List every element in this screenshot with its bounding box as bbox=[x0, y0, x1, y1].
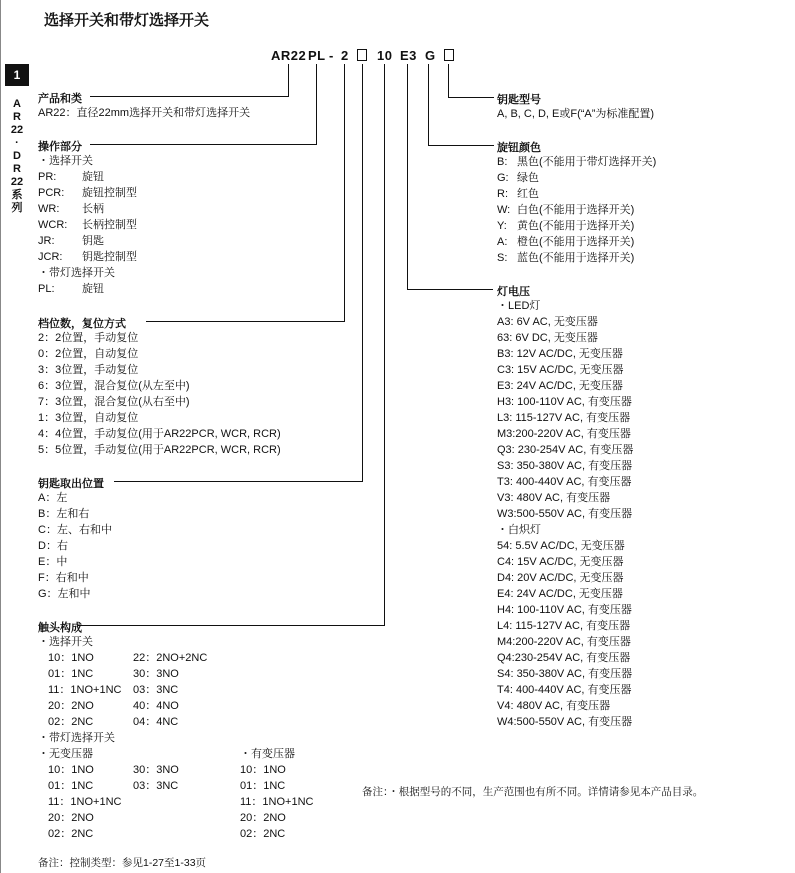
led-voltage-item: 63: 6V DC, 无变压器 bbox=[497, 332, 598, 344]
contact-item: 20：2NO bbox=[48, 812, 94, 824]
contact-item: 01：1NC bbox=[48, 668, 94, 680]
led-voltage-item: M3:200-220V AC, 有变压器 bbox=[497, 428, 631, 440]
knob-color-label: 黑色(不能用于带灯选择开关) bbox=[517, 156, 657, 168]
chapter-tab-char: A bbox=[13, 98, 21, 110]
incandescent-voltage-item: H4: 100-110V AC, 有变压器 bbox=[497, 604, 632, 616]
operation-group-selector: ・选择开关 bbox=[38, 155, 93, 167]
operation-label: 长柄 bbox=[82, 203, 104, 215]
operation-group-illuminated: ・带灯选择开关 bbox=[38, 267, 115, 279]
incandescent-voltage-item: L4: 115-127V AC, 有变压器 bbox=[497, 620, 631, 632]
led-voltage-item: H3: 100-110V AC, 有变压器 bbox=[497, 396, 632, 408]
note-right: 备注：・根据型号的不同，生产范围也有所不同。详情请参见本产品目录。 bbox=[362, 786, 704, 798]
led-voltage-item: T3: 400-440V AC, 有变压器 bbox=[497, 476, 632, 488]
key-removal-item: B：左和右 bbox=[38, 508, 90, 520]
contact-item: 11：1NO+1NC bbox=[240, 796, 314, 808]
incandescent-voltage-item: T4: 400-440V AC, 有变压器 bbox=[497, 684, 632, 696]
contact-item: 02：2NC bbox=[48, 716, 94, 728]
contact-item: 30：3NO bbox=[133, 764, 179, 776]
code-operator: PL bbox=[308, 48, 326, 63]
chapter-tab-char: R bbox=[13, 163, 21, 175]
operation-code: WCR: bbox=[38, 219, 68, 231]
contact-item: 10：1NO bbox=[240, 764, 286, 776]
code-keymodel-box bbox=[444, 49, 454, 61]
operation-heading: 操作部分 bbox=[38, 141, 82, 153]
operation-code: PL: bbox=[38, 283, 55, 295]
lamp-group-led: ・LED灯 bbox=[497, 300, 541, 312]
incandescent-voltage-item: C4: 15V AC/DC, 无变压器 bbox=[497, 556, 624, 568]
led-voltage-item: V3: 480V AC, 有变压器 bbox=[497, 492, 611, 504]
led-voltage-item: Q3: 230-254V AC, 有变压器 bbox=[497, 444, 634, 456]
led-voltage-item: E3: 24V AC/DC, 无变压器 bbox=[497, 380, 623, 392]
contacts-heading: 触头构成 bbox=[38, 622, 82, 634]
code-positions: 2 bbox=[341, 48, 349, 63]
operation-label: 钥匙控制型 bbox=[82, 251, 137, 263]
contact-item: 01：1NC bbox=[48, 780, 94, 792]
knob-color-label: 绿色 bbox=[517, 172, 539, 184]
contact-item: 03：3NC bbox=[133, 780, 179, 792]
contact-item: 20：2NO bbox=[240, 812, 286, 824]
chapter-tab-char: 系 bbox=[11, 189, 23, 201]
operation-label: 钥匙 bbox=[82, 235, 104, 247]
incandescent-voltage-item: V4: 480V AC, 有变压器 bbox=[497, 700, 611, 712]
led-voltage-item: C3: 15V AC/DC, 无变压器 bbox=[497, 364, 624, 376]
position-item: 6：3位置，混合复位(从左至中) bbox=[38, 380, 190, 392]
position-item: 1：3位置，自动复位 bbox=[38, 412, 139, 424]
key-removal-item: D：右 bbox=[38, 540, 68, 552]
contact-item: 10：1NO bbox=[48, 764, 94, 776]
knob-color-code: A: bbox=[497, 236, 508, 248]
product-desc: AR22：直径22mm选择开关和带灯选择开关 bbox=[38, 107, 251, 119]
knob-color-code: Y: bbox=[497, 220, 507, 232]
position-item: 5：5位置，手动复位(用于AR22PCR, WCR, RCR) bbox=[38, 444, 281, 456]
position-item: 2：2位置，手动复位 bbox=[38, 332, 139, 344]
knob-color-label: 白色(不能用于选择开关) bbox=[517, 204, 635, 216]
operation-label: 旋钮控制型 bbox=[82, 187, 137, 199]
contact-item: 11：1NO+1NC bbox=[48, 684, 122, 696]
incandescent-voltage-item: Q4:230-254V AC, 有变压器 bbox=[497, 652, 631, 664]
chapter-tab-label bbox=[8, 98, 26, 215]
key-removal-item: C：左、右和中 bbox=[38, 524, 112, 536]
key-removal-item: A：左 bbox=[38, 492, 68, 504]
knob-color-code: W: bbox=[497, 204, 511, 216]
chapter-tab-char: R bbox=[13, 111, 21, 123]
operation-label: 旋钮 bbox=[82, 283, 104, 295]
operation-code: WR: bbox=[38, 203, 60, 215]
knob-color-label: 红色 bbox=[517, 188, 539, 200]
contact-item: 04：4NC bbox=[133, 716, 179, 728]
incandescent-voltage-item: E4: 24V AC/DC, 无变压器 bbox=[497, 588, 623, 600]
operation-code: JCR: bbox=[38, 251, 63, 263]
chapter-tab-char: 22 bbox=[10, 176, 24, 188]
key-removal-item: F：右和中 bbox=[38, 572, 89, 584]
key-removal-item: G：左和中 bbox=[38, 588, 91, 600]
contact-item: 02：2NC bbox=[240, 828, 286, 840]
operation-code: PCR: bbox=[38, 187, 65, 199]
contacts-group-selector: ・选择开关 bbox=[38, 636, 93, 648]
contact-item: 01：1NC bbox=[240, 780, 286, 792]
contact-item: 20：2NO bbox=[48, 700, 94, 712]
code-series: AR22 bbox=[271, 48, 307, 63]
lamp-voltage-heading: 灯电压 bbox=[497, 286, 530, 298]
led-voltage-item: W3:500-550V AC, 有变压器 bbox=[497, 508, 633, 520]
incandescent-voltage-item: M4:200-220V AC, 有变压器 bbox=[497, 636, 631, 648]
knob-color-label: 橙色(不能用于选择开关) bbox=[517, 236, 635, 248]
chapter-tab-char: 22 bbox=[10, 124, 24, 136]
product-heading: 产品和类 bbox=[38, 93, 82, 105]
led-voltage-item: A3: 6V AC, 无变压器 bbox=[497, 316, 598, 328]
knob-color-code: G: bbox=[497, 172, 509, 184]
chapter-tab-number: 1 bbox=[5, 64, 29, 86]
contact-item: 40：4NO bbox=[133, 700, 179, 712]
page-title: 选择开关和带灯选择开关 bbox=[44, 12, 210, 29]
incandescent-voltage-item: S4: 350-380V AC, 有变压器 bbox=[497, 668, 633, 680]
incandescent-voltage-item: W4:500-550V AC, 有变压器 bbox=[497, 716, 633, 728]
operation-label: 长柄控制型 bbox=[82, 219, 137, 231]
position-item: 7：3位置，混合复位(从右至中) bbox=[38, 396, 190, 408]
chapter-tab-char: · bbox=[15, 137, 19, 149]
contact-item: 02：2NC bbox=[48, 828, 94, 840]
operation-code: JR: bbox=[38, 235, 55, 247]
contacts-sub-no-transformer: ・无变压器 bbox=[38, 748, 93, 760]
key-removal-heading: 钥匙取出位置 bbox=[38, 478, 104, 490]
lamp-group-incandescent: ・白炽灯 bbox=[497, 524, 541, 536]
code-color: G bbox=[425, 48, 436, 63]
knob-color-heading: 旋钮颜色 bbox=[497, 142, 541, 154]
knob-color-label: 蓝色(不能用于选择开关) bbox=[517, 252, 635, 264]
contacts-group-illuminated: ・带灯选择开关 bbox=[38, 732, 115, 744]
operation-label: 旋钮 bbox=[82, 171, 104, 183]
note-bottom: 备注：控制类型：参见1-27至1-33页 bbox=[38, 857, 207, 869]
contact-item: 11：1NO+1NC bbox=[48, 796, 122, 808]
knob-color-code: B: bbox=[497, 156, 508, 168]
operation-code: PR: bbox=[38, 171, 57, 183]
knob-color-code: S: bbox=[497, 252, 508, 264]
contacts-sub-transformer: ・有变压器 bbox=[240, 748, 295, 760]
position-item: 0：2位置，自动复位 bbox=[38, 348, 139, 360]
key-model-heading: 钥匙型号 bbox=[497, 94, 541, 106]
code-dash: - bbox=[329, 48, 334, 63]
knob-color-label: 黄色(不能用于选择开关) bbox=[517, 220, 635, 232]
positions-heading: 档位数，复位方式 bbox=[38, 318, 126, 330]
code-key-box bbox=[357, 49, 367, 61]
contact-item: 22：2NO+2NC bbox=[133, 652, 208, 664]
led-voltage-item: L3: 115-127V AC, 有变压器 bbox=[497, 412, 631, 424]
contact-item: 03：3NC bbox=[133, 684, 179, 696]
key-removal-item: E：中 bbox=[38, 556, 68, 568]
position-item: 4：4位置，手动复位(用于AR22PCR, WCR, RCR) bbox=[38, 428, 281, 440]
led-voltage-item: S3: 350-380V AC, 有变压器 bbox=[497, 460, 633, 472]
position-item: 3：3位置，手动复位 bbox=[38, 364, 139, 376]
code-voltage: E3 bbox=[400, 48, 417, 63]
contact-item: 10：1NO bbox=[48, 652, 94, 664]
contact-item: 30：3NO bbox=[133, 668, 179, 680]
key-model-desc: A, B, C, D, E或F(“A”为标准配置) bbox=[497, 108, 655, 120]
led-voltage-item: B3: 12V AC/DC, 无变压器 bbox=[497, 348, 623, 360]
chapter-tab-char: 列 bbox=[11, 202, 23, 214]
knob-color-code: R: bbox=[497, 188, 508, 200]
incandescent-voltage-item: 54: 5.5V AC/DC, 无变压器 bbox=[497, 540, 625, 552]
incandescent-voltage-item: D4: 20V AC/DC, 无变压器 bbox=[497, 572, 624, 584]
chapter-tab-char: D bbox=[13, 150, 21, 162]
code-contacts: 10 bbox=[377, 48, 393, 63]
